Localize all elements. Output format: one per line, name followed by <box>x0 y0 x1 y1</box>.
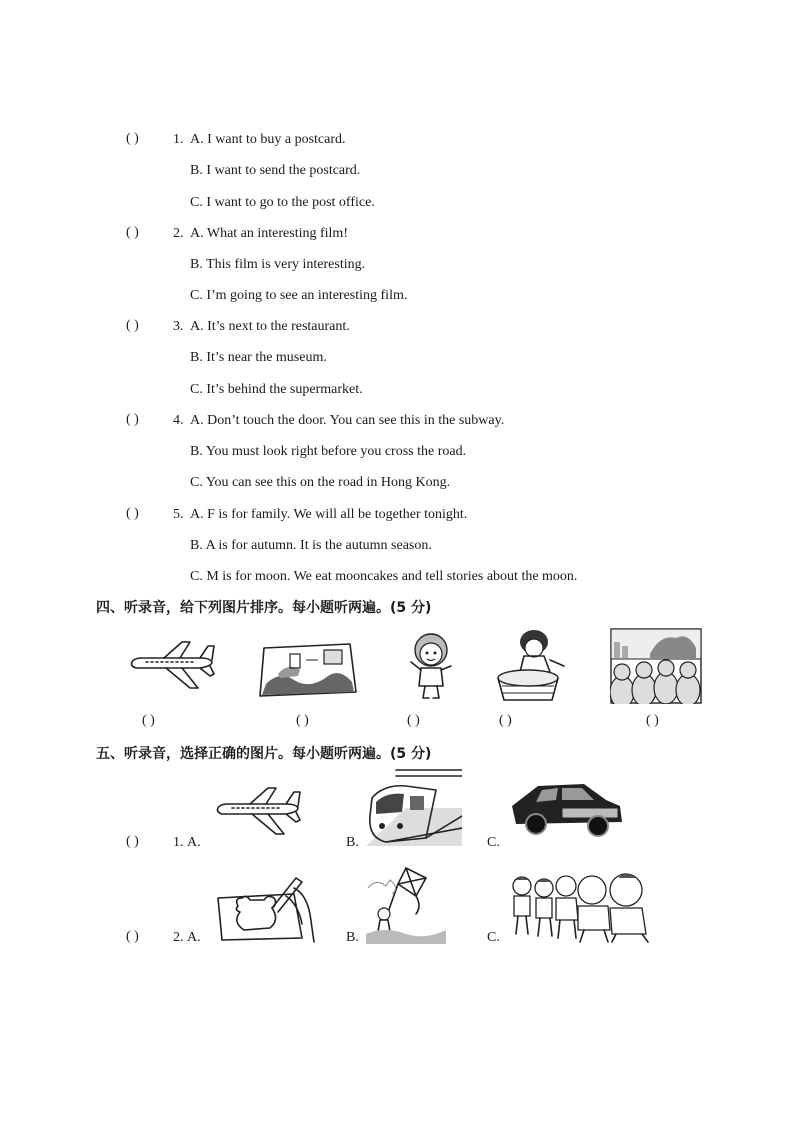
option-b: B. A is for autumn. It is the autumn season. <box>190 538 432 553</box>
option-c: C. It’s behind the supermarket. <box>190 382 363 397</box>
kite-icon[interactable] <box>366 864 446 944</box>
section-heading: 四、听录音，给下列图片排序。每小题听两遍。(5 分) <box>96 600 432 616</box>
option-label: B. <box>346 930 359 945</box>
cinema-icon <box>610 628 702 704</box>
postcard-icon <box>258 640 358 698</box>
answer-blank[interactable]: ( ) <box>126 131 139 146</box>
option-a: A. What an interesting film! <box>190 226 348 241</box>
option-c: C. I’m going to see an interesting film. <box>190 288 408 303</box>
question-number: 2. <box>173 930 184 945</box>
option-b: B. I want to send the postcard. <box>190 163 361 178</box>
option-label: C. <box>487 835 500 850</box>
airplane-icon[interactable] <box>214 784 302 838</box>
answer-blank[interactable]: ( ) <box>646 713 659 728</box>
question-number: 1. <box>173 835 184 850</box>
option-b: B. This film is very interesting. <box>190 257 366 272</box>
answer-blank[interactable]: ( ) <box>142 713 155 728</box>
question-number: 3. <box>173 319 184 334</box>
option-label: A. <box>187 930 201 945</box>
question-number: 5. <box>173 507 184 522</box>
airplane-icon <box>128 638 216 692</box>
option-a: A. Don’t touch the door. You can see this in the subway. <box>190 413 505 428</box>
option-label: A. <box>187 835 201 850</box>
girl-icon <box>405 630 457 702</box>
answer-blank[interactable]: ( ) <box>126 834 139 849</box>
answer-blank[interactable]: ( ) <box>407 713 420 728</box>
answer-blank[interactable]: ( ) <box>126 506 139 521</box>
option-a: A. It’s next to the restaurant. <box>190 319 350 334</box>
answer-blank[interactable]: ( ) <box>126 318 139 333</box>
answer-blank[interactable]: ( ) <box>296 713 309 728</box>
answer-blank[interactable]: ( ) <box>126 225 139 240</box>
option-label: B. <box>346 835 359 850</box>
children-playing-icon[interactable] <box>508 872 656 944</box>
option-b: B. It’s near the museum. <box>190 350 327 365</box>
drawing-icon[interactable] <box>216 874 316 944</box>
answer-blank[interactable]: ( ) <box>126 929 139 944</box>
subway-train-icon[interactable] <box>366 768 462 846</box>
option-c: C. You can see this on the road in Hong Kong. <box>190 475 451 490</box>
car-icon[interactable] <box>508 776 624 838</box>
option-c: C. M is for moon. We eat mooncakes and tell stories about the moon. <box>190 569 578 584</box>
option-a: A. F is for family. We will all be together tonight. <box>190 507 468 522</box>
option-label: C. <box>487 930 500 945</box>
question-number: 2. <box>173 226 184 241</box>
question-number: 1. <box>173 132 184 147</box>
answer-blank[interactable]: ( ) <box>126 412 139 427</box>
answer-blank[interactable]: ( ) <box>499 713 512 728</box>
washing-icon <box>494 628 570 704</box>
section-heading: 五、听录音，选择正确的图片。每小题听两遍。(5 分) <box>96 746 432 762</box>
option-c: C. I want to go to the post office. <box>190 195 375 210</box>
option-a: A. I want to buy a postcard. <box>190 132 346 147</box>
option-b: B. You must look right before you cross the road. <box>190 444 467 459</box>
question-number: 4. <box>173 413 184 428</box>
